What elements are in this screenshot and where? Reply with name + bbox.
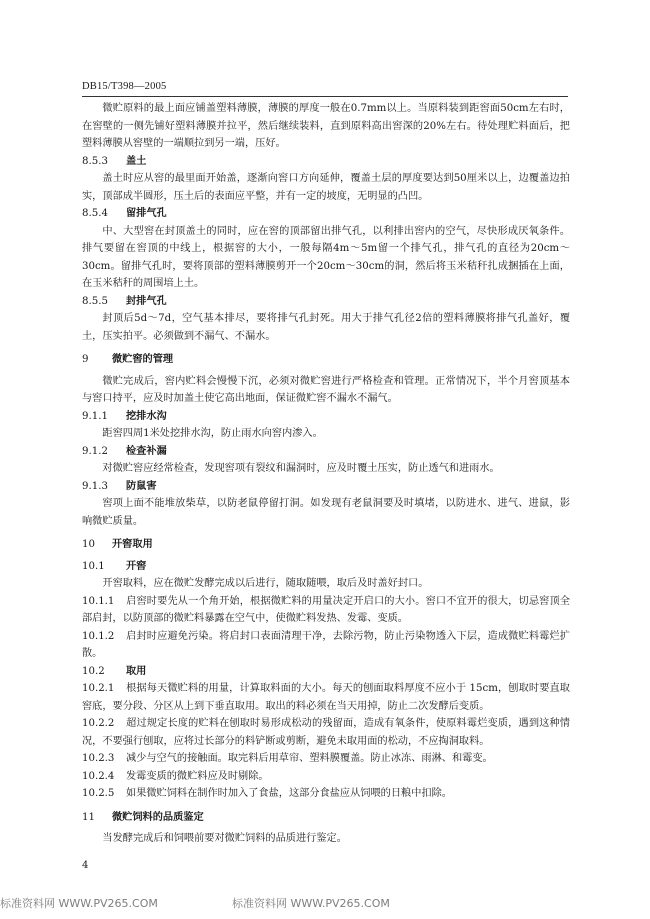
heading-number: 8.5.3 <box>82 155 108 167</box>
clause-number: 10.2.4 <box>82 770 115 782</box>
document-body <box>82 100 570 848</box>
paragraph: 盖土时应从窖的最里面开始盖，逐渐向窖口方向延伸，覆盖土层的厚度要达到50厘米以上，边覆盖边拍实，顶部成半圆形，压土后的表面应平整，并有一定的坡度，无明显的凸凹。 <box>82 173 570 202</box>
clause-text: 启封时应避免污染。将启封口表面清理干净，去除污物，防止污染物透入下层，造成微贮料霉烂扩散。 <box>82 630 570 659</box>
paragraph: 微贮原料的最上面应铺盖塑料薄膜，薄膜的厚度一般在0.7mm以上。当原料装到距窖面50cm左右时，在窖壁的一侧先铺好塑料薄膜并拉平，然后继续装料，直到原料高出窖深的20%左右。待处理贮料面后，把塑料薄膜从窖壁的一端顺拉到另一端，压好。 <box>82 103 570 149</box>
numbered-clause <box>82 680 570 715</box>
section-heading <box>82 351 570 369</box>
heading-number: 11 <box>82 811 95 823</box>
heading-number: 10.2 <box>82 665 105 677</box>
heading-number: 9 <box>82 354 89 365</box>
heading-number: 8.5.5 <box>82 295 108 307</box>
header-rule <box>82 96 568 97</box>
clause-number: 10.2.5 <box>82 788 115 799</box>
heading-title: 开窖取用 <box>112 538 153 550</box>
heading-title: 盖土 <box>126 154 147 167</box>
heading-title: 取用 <box>126 664 147 677</box>
heading-number: 9.1.2 <box>82 445 108 457</box>
paragraph: 窖项上面不能堆放柴草，以防老鼠停留打洞。如发现有老鼠洞要及时填堵，以防进水、进气、进鼠，影响微贮质量。 <box>82 498 570 527</box>
heading-title: 留排气孔 <box>126 207 167 219</box>
numbered-clause <box>82 715 570 750</box>
paragraph: 微贮完成后，窖内贮料会慢慢下沉，必须对微贮窖进行严格检查和管理。正常情况下，半个月窖顶基本与窖口持平，应及时加盖土使它高出地面，保证微贮窖不漏水不漏气。 <box>82 375 570 404</box>
numbered-clause <box>82 750 570 768</box>
clause-text: 减少与空气的接触面。取完料后用草帘、塑料膜覆盖。防止冰冻、雨淋、和霉变。 <box>126 753 493 764</box>
clause-number: 10.1.1 <box>82 595 115 607</box>
paragraph: 封顶后5d～7d，空气基本排尽，要将排气孔封死。用大于排气孔径2倍的塑料薄膜将排气孔盖好，覆土，压实拍平。必须做到不漏气、不漏水。 <box>82 313 570 342</box>
subsection-heading <box>82 153 570 171</box>
heading-number: 9.1.3 <box>82 480 108 492</box>
heading-number: 10 <box>82 539 95 550</box>
subsection-heading <box>82 478 570 496</box>
clause-text: 超过规定长度的贮料在刨取时易形成松动的残留面，造成有氧条件，使原料霉烂变质，遇到这种情况，不要强行刨取，应将过长部分的料铲断或剪断，避免未取用面的松动，不应掏洞取料。 <box>82 718 570 747</box>
clause-number: 10.2.2 <box>82 718 115 729</box>
watermark-left: 标准资料网 WWW.PV265.COM <box>0 897 158 910</box>
heading-number: 8.5.4 <box>82 208 108 219</box>
subsection-heading <box>82 663 570 681</box>
clause-number: 10.2.1 <box>82 683 115 694</box>
numbered-clause <box>82 628 570 663</box>
heading-title: 封排气孔 <box>126 294 167 307</box>
heading-title: 微贮窖的管理 <box>112 353 174 365</box>
clause-text: 发霉变质的微贮料应及时剔除。 <box>126 770 269 782</box>
paragraph: 中、大型窖在封顶盖土的同时，应在窖的顶部留出排气孔，以利排出窖内的空气，尽快形成厌氧条件。排气要留在窖顶的中线上，根据窖的大小，一般每隔4m～5m留一个排气孔，排气孔的直径为20cm～30cm。留排气孔时，要将顶部的塑料薄膜剪开一个20cm～30cm的洞，然后将玉米秸秆扎成捆插在上面，在玉米秸秆的周围培上土。 <box>82 225 570 289</box>
heading-number: 10.1 <box>82 560 105 572</box>
page-number: 4 <box>82 860 89 871</box>
heading-title: 检查补漏 <box>126 444 167 457</box>
clause-number: 10.1.2 <box>82 630 115 642</box>
numbered-clause <box>82 768 570 786</box>
clause-text: 如果微贮饲料在制作时加入了食盐，这部分食盐应从饲喂的日粮中扣除。 <box>126 788 452 799</box>
clause-number: 10.2.3 <box>82 753 115 764</box>
subsection-heading <box>82 205 570 223</box>
clause-text: 根据每天微贮料的用量，计算取料面的大小。每天的刨面取料厚度不应小于 15cm，刨取时要直取窖底，要分段、分区从上到下垂直取用。取出的料必须在当天用掉，防止二次发酵后变质。 <box>82 683 570 712</box>
subsection-heading <box>82 443 570 461</box>
paragraph: 开窖取料，应在微贮发酵完成以后进行，随取随喂，取后及时盖好封口。 <box>102 578 429 589</box>
paragraph: 当发酵完成后和饲喂前要对微贮饲料的品质进行鉴定。 <box>102 833 347 844</box>
heading-title: 挖排水沟 <box>126 409 167 422</box>
watermark-right: 标准资料网 WWW.PV265.COM <box>232 897 390 910</box>
clause-text: 启窖时要先从一个角开始，根据微贮料的用量决定开启口的大小。窖口不宜开的很大，切忌窖顶全部启封，以防顶部的微贮料暴露在空气中，使微贮料发热、发霉、变质。 <box>82 595 570 624</box>
heading-title: 防鼠害 <box>126 479 157 492</box>
heading-title: 开窖 <box>126 559 147 572</box>
standard-code: DB15/T398—2005 <box>82 81 167 92</box>
subsection-heading <box>82 558 570 576</box>
paragraph: 距窖四周1米处挖排水沟，防止雨水向窖内渗入。 <box>102 428 323 439</box>
section-heading <box>82 536 570 554</box>
heading-title: 微贮饲料的品质鉴定 <box>112 810 204 823</box>
subsection-heading <box>82 293 570 311</box>
heading-number: 9.1.1 <box>82 410 108 422</box>
numbered-clause <box>82 785 570 803</box>
subsection-heading <box>82 408 570 426</box>
numbered-clause <box>82 593 570 628</box>
paragraph: 对微贮窖应经常检查，发现窖项有裂纹和漏洞时，应及时覆土压实，防止透气和进雨水。 <box>102 463 500 474</box>
section-heading <box>82 809 570 827</box>
